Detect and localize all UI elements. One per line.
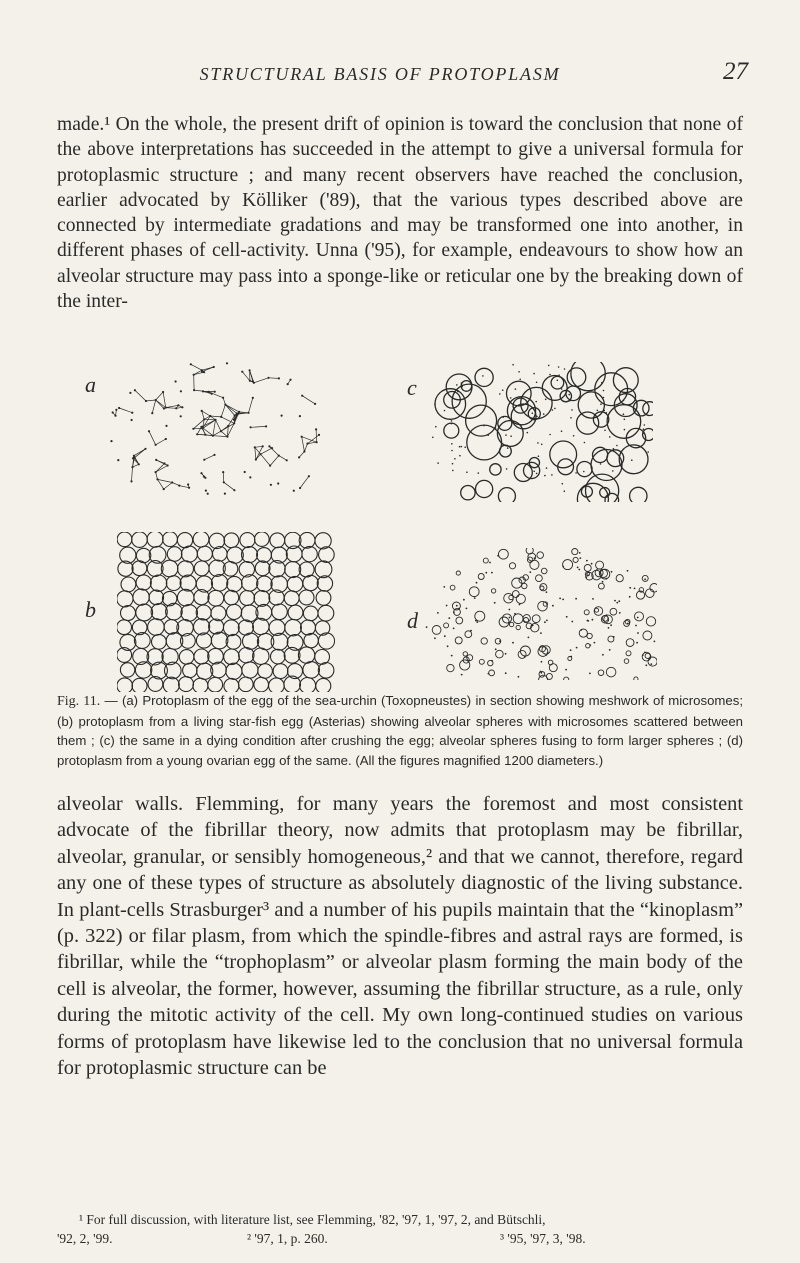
figure-b-drawing <box>117 532 335 692</box>
paragraph-1-text: made.¹ On the whole, the present drift of opinion is toward the conclusion that none of the above interpretations has succeeded in the attempt to give a universal formula for protoplasmic structure ; and many recent observers have reached the conclusion, earlier advocated by Kölliker ('89), that the various types described above are connected by intermediate gradations and may be transformed one into another, in different phases of cell-activity. Unna ('95), for example, endeavours to show how an alveolar structure may pass into a sponge-like or reticular one by the breaking down of the inter- <box>57 114 743 313</box>
page-number: 27 <box>723 58 748 85</box>
footnote-3: ³ '95, '97, 3, '98. <box>500 1231 586 1246</box>
paragraph-2-text: alveolar walls. Flemming, for many years the foremost and most consistent advocate of the fibrillar theory, now admits that protoplasm may be fibrillar, alveolar, granular, or sensibly homogeneous,² and that we cannot, therefore, regard any one of these types of structure as absolutely diagnostic of the living substance. In plant-cells Strasburger³ and a number of his pupils maintain that the “kinoplasm” (p. 322) or filar plasm, from which the spindle-fibres and astral rays are formed, is fibrillar, while the “trophoplasm” or alveolar plasm forming the main body of the cell is alveolar, the former, however, assuming the fibrillar structure, as a rule, only during the mitotic activity of the cell. My own long-continued studies on various forms of protoplasm have likewise led to the conclusion that no universal formula for protoplasmic structure can be <box>57 793 743 1080</box>
body-paragraph-1 <box>57 112 743 314</box>
footnote-1-line-2: '92, 2, '99. <box>57 1231 113 1246</box>
figure-b <box>117 532 335 692</box>
caption-text: — (a) Protoplasm of the egg of the sea-urchin (Toxopneustes) in section showing meshwork of microsomes; (b) protoplasm from a living star-fish egg (Asterias) showing alveolar spheres with microsomes scattered between them ; (c) the same in a dying condition after crushing the egg; alveolar spheres fusing to form larger spheres ; (d) protoplasm from a young ovarian egg of the same. (All the figures magnified 1200 diameters.) <box>57 693 743 768</box>
footnote-2: ² '97, 1, p. 260. <box>247 1231 328 1246</box>
page-header <box>0 58 800 88</box>
figure-a-letter: a <box>85 372 96 397</box>
figure-11 <box>57 360 743 690</box>
figure-caption <box>57 691 743 770</box>
figure-c-drawing <box>425 362 653 502</box>
body-paragraph-2 <box>57 791 743 1081</box>
figure-d <box>425 548 657 680</box>
figure-a <box>105 360 325 495</box>
figure-d-drawing <box>425 548 657 680</box>
figure-b-letter: b <box>85 597 96 622</box>
caption-label: Fig. 11. <box>57 694 101 709</box>
running-title: STRUCTURAL BASIS OF PROTOPLASM <box>199 64 561 84</box>
figure-c <box>425 362 653 502</box>
figure-a-drawing <box>105 360 325 495</box>
figure-c-letter: c <box>407 375 417 400</box>
footnotes <box>57 1210 743 1248</box>
footnote-1-line-1: ¹ For full discussion, with literature list, see Flemming, '82, '97, 1, '97, 2, and Bütschli, <box>79 1212 546 1227</box>
figure-d-letter: d <box>407 608 418 633</box>
